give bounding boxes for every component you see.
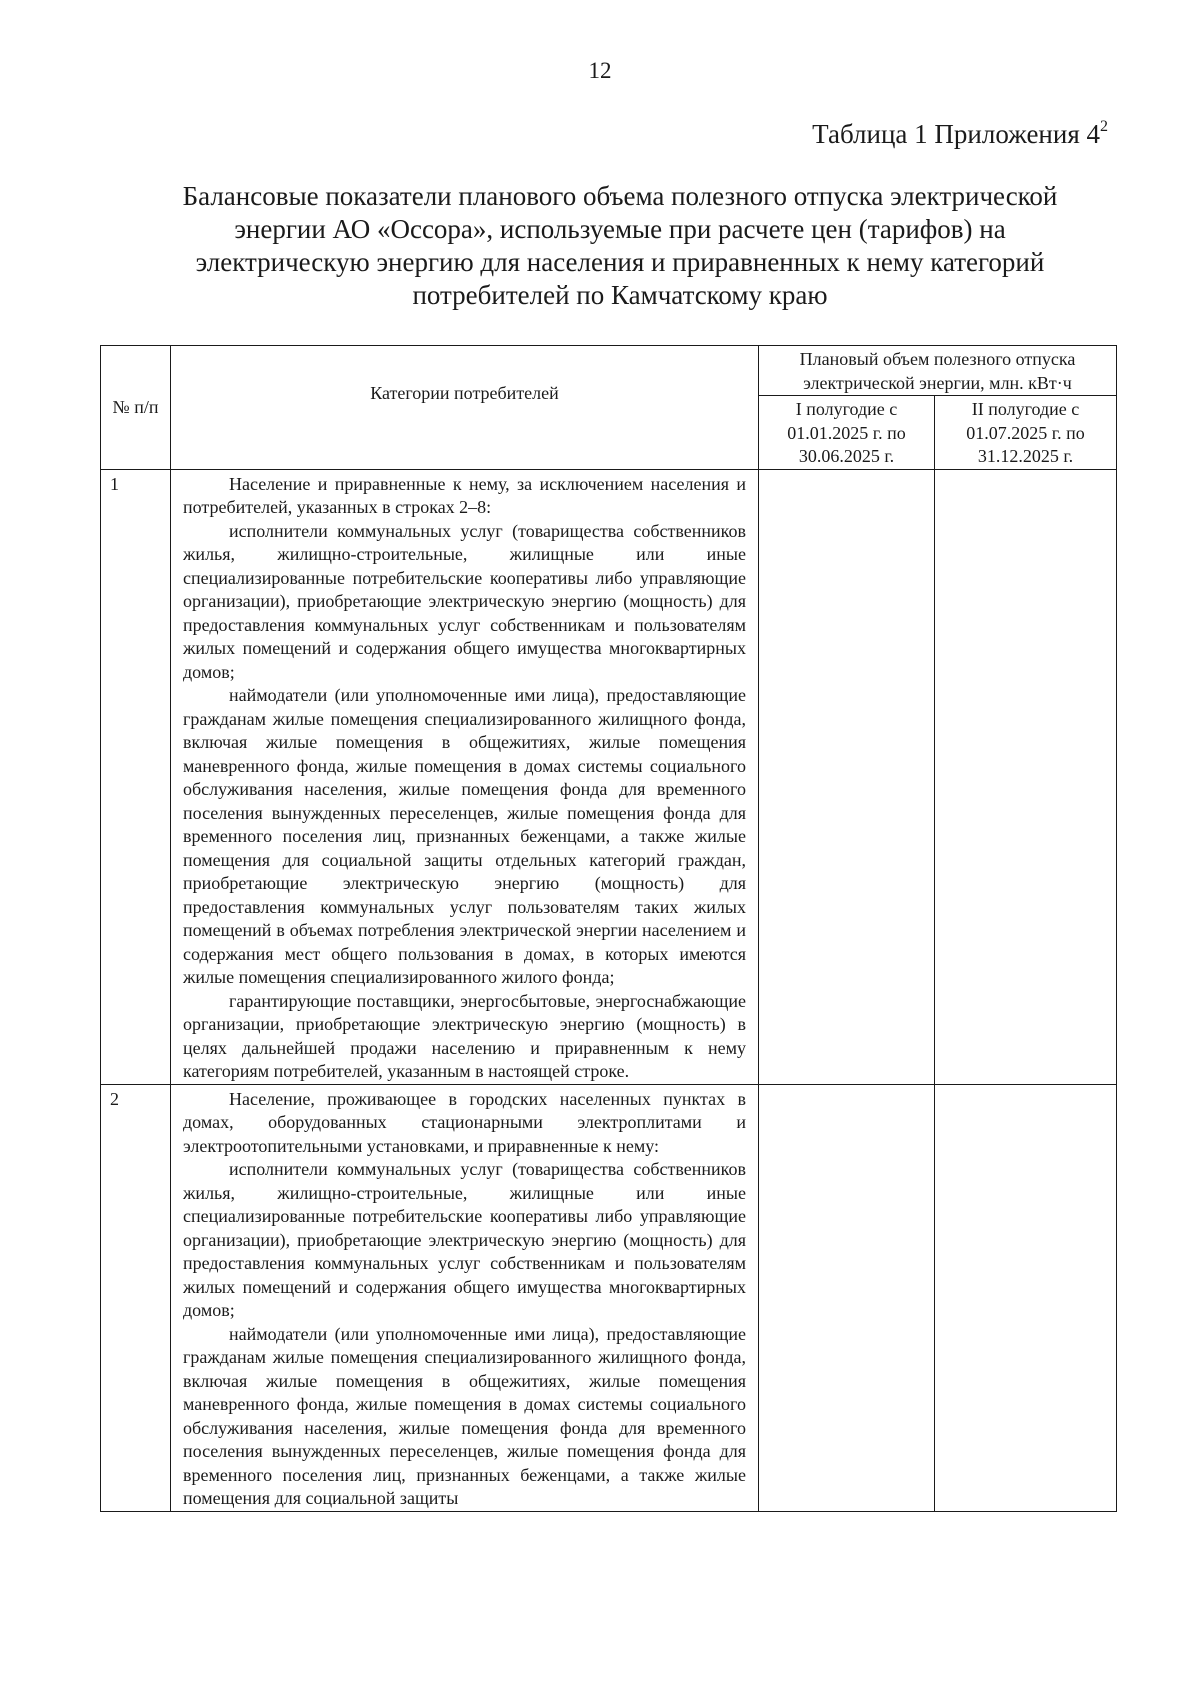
title-line: потребителей по Камчатскому краю [412, 280, 828, 310]
category-cell [171, 469, 759, 1084]
title-line: энергии АО «Оссора», используемые при расчете цен (тарифов) на [234, 214, 1006, 244]
category-paragraph: наймодатели (или уполномоченные ими лица), предоставляющие гражданам жилые помещения специализированного жилищного фонда, включая жилые помещения в общежитиях, жилые помещения маневренного фонда, жилые помещения в домах системы социального обслуживания населения, жилые помещения фонда для временного поселения вынужденных переселенцев, жилые помещения фонда для временного поселения лиц, признанных беженцами, а также жилые помещения для социальной защиты отдельных категорий граждан, приобретающие электрическую энергию (мощность) для предоставления коммунальных услуг пользователям таких жилых помещений в объемах потребления электрической энергии населением и содержания мест общего пользования в домах, в которых имеются жилые помещения специализированного жилого фонда; [183, 685, 746, 987]
category-paragraph: Население, проживающее в городских населенных пунктах в домах, оборудованных стационарными электроплитами и электроотопительными установками, и приравненные к нему: [183, 1088, 746, 1156]
title-line: электрическую энергию для населения и приравненных к нему категорий [195, 247, 1045, 277]
header-category: Категории потребителей [171, 346, 759, 470]
row-number: 1 [101, 469, 171, 1084]
appendix-label-superscript: 2 [1100, 118, 1108, 135]
category-paragraph: наймодатели (или уполномоченные ими лица), предоставляющие гражданам жилые помещения специализированного жилищного фонда, включая жилые помещения в общежитиях, жилые помещения маневренного фонда, жилые помещения в домах системы социального обслуживания населения, жилые помещения фонда для временного поселения вынужденных переселенцев, жилые помещения фонда для временного поселения лиц, признанных беженцами, а также жилые помещения для социальной защиты [183, 1323, 746, 1508]
page-number: 12 [588, 58, 612, 83]
table-row [101, 1084, 1117, 1511]
category-paragraph: Население и приравненные к нему, за исключением населения и потребителей, указанных в строках 2–8: [183, 473, 746, 517]
category-cell [171, 1084, 759, 1511]
category-paragraph: исполнители коммунальных услуг (товарищества собственников жилья, жилищно-строительные, жилищные или иные специализированные потребительские кооперативы либо управляющие организации), приобретающие электрическую энергию (мощность) для предоставления коммунальных услуг собственникам и пользователям жилых помещений и содержания общего имущества многоквартирных домов; [183, 1159, 746, 1320]
header-volume: Плановый объем полезного отпуска электрической энергии, млн. кВт·ч [759, 346, 1117, 396]
title-line: Балансовые показатели планового объема полезного отпуска электрической [182, 181, 1058, 211]
category-paragraph: гарантирующие поставщики, энергосбытовые, энергоснабжающие организации, приобретающие электрическую энергию (мощность) в целях дальнейшей продажи населению и приравненным к нему категориям потребителей, указанным в настоящей строке. [183, 990, 746, 1081]
appendix-label-text: Таблица 1 Приложения 4 [812, 119, 1100, 149]
balance-table [100, 345, 1117, 1512]
header-half-1: I полугодие с 01.01.2025 г. по 30.06.2025 г. [759, 396, 935, 470]
value-half-1 [759, 1084, 935, 1511]
document-title [130, 180, 1110, 312]
table-row [101, 469, 1117, 1084]
value-half-1 [759, 469, 935, 1084]
category-paragraph: исполнители коммунальных услуг (товарищества собственников жилья, жилищно-строительные, жилищные или иные специализированные потребительские кооперативы либо управляющие организации), приобретающие электрическую энергию (мощность) для предоставления коммунальных услуг собственникам и пользователям жилых помещений и содержания общего имущества многоквартирных домов; [183, 520, 746, 682]
value-half-2 [935, 1084, 1117, 1511]
header-half-2: II полугодие с 01.07.2025 г. по 31.12.2025 г. [935, 396, 1117, 470]
appendix-label [812, 118, 1108, 150]
header-num: № п/п [101, 346, 171, 470]
value-half-2 [935, 469, 1117, 1084]
row-number: 2 [101, 1084, 171, 1511]
